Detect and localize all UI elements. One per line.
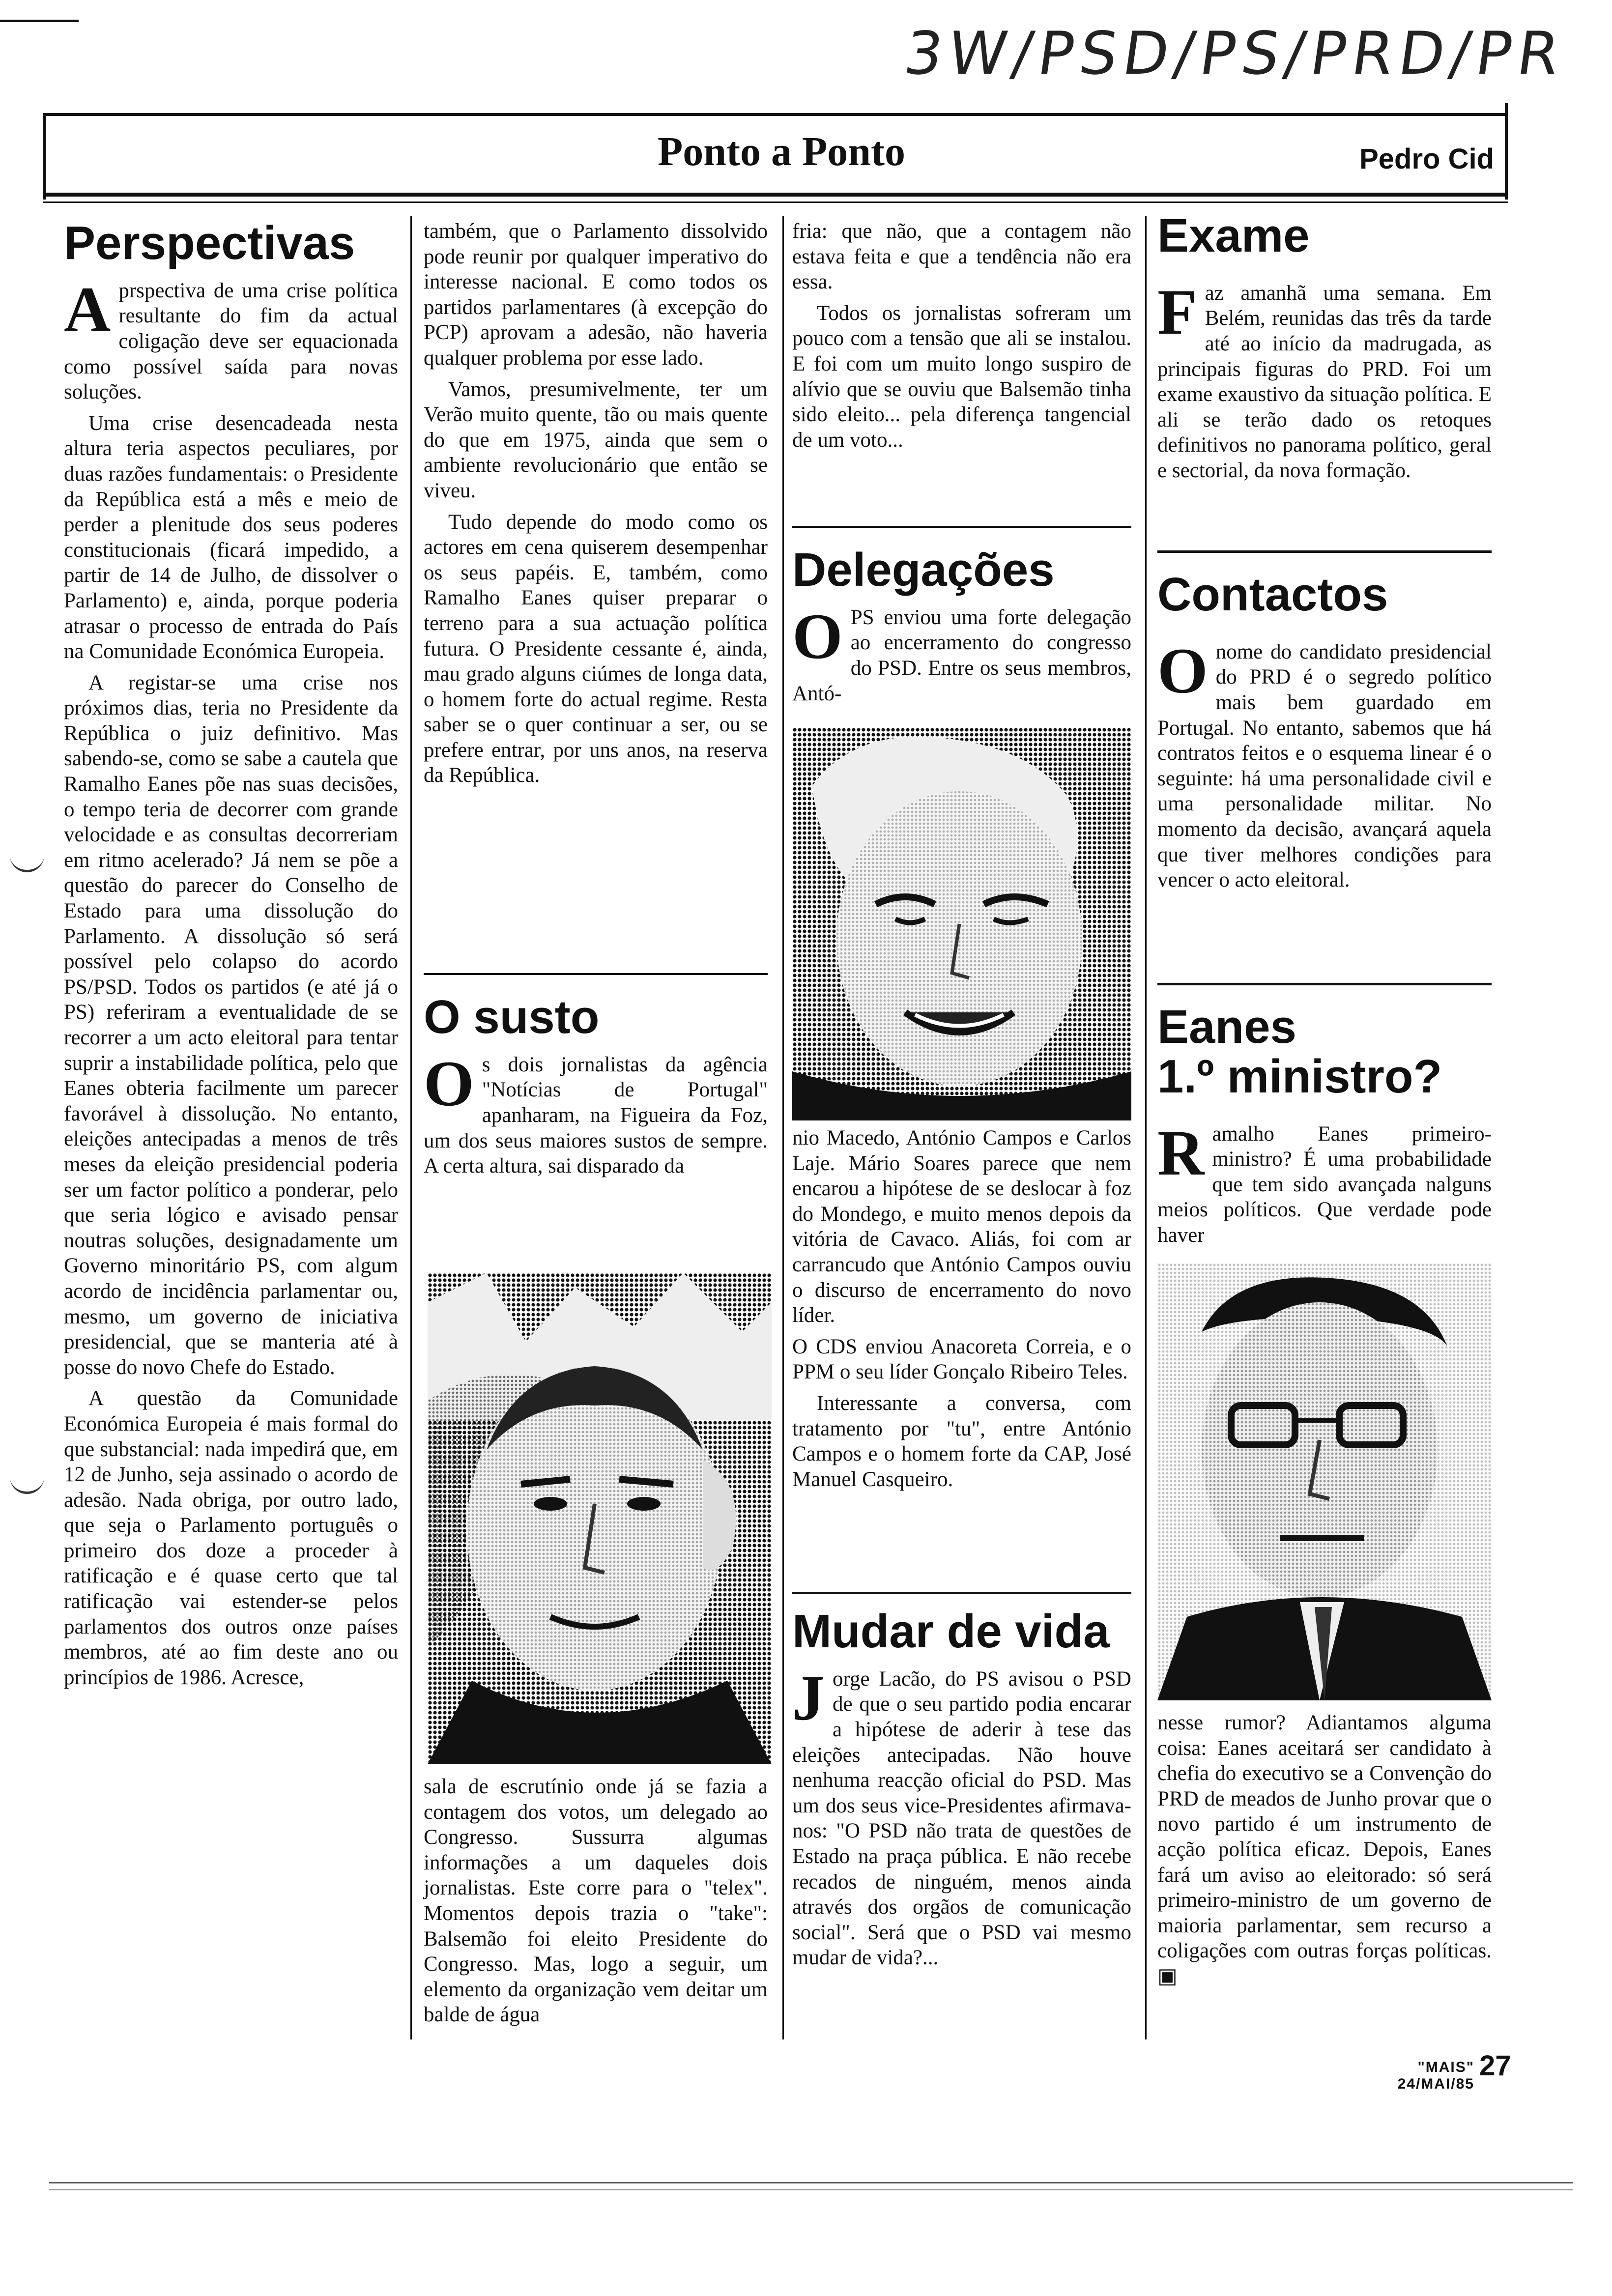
article-paragraph: J orge Lacão, do PS avisou o PSD de que o seu partido podia encarar a hipótese de aderir à tese das eleições antecipadas. Não houve nenhuma reacção oficial do PSD. Mas um dos seus vice-Presidentes afirmava-nos: "O PSD não trata de questões de Estado na praça pública. E não recebe recados de ninguém, menos ainda através dos orgãos de comunicação social". Será que o PSD vai mesmo mudar de vida?... bbox=[792, 1661, 1131, 1970]
dropcap: O bbox=[424, 1047, 474, 1119]
page-number: 27 bbox=[1479, 2050, 1511, 2082]
frame-left-rule bbox=[43, 113, 46, 200]
article-title: Mudar de vida bbox=[792, 1605, 1110, 1658]
section-rule bbox=[792, 526, 1131, 528]
article-paragraph: F az amanhã uma semana. Em Belém, reunidas das três da tarde até ao início da madrugada, as principais figuras do PRD. Foi um exame exaustivo da situação política. E ali se terão dado os retoques definitivos no panorama político, geral e sectorial, da nova formação. bbox=[1157, 275, 1492, 482]
article-title-line-2: 1.º ministro? bbox=[1157, 1050, 1442, 1103]
footer-dateline: "MAIS" 24/MAI/85 bbox=[1397, 2059, 1474, 2092]
dropcap: J bbox=[792, 1661, 825, 1734]
article-paragraph: Vamos, presumivelmente, ter um Verão muito quente, tão ou mais quente do que em 1975, ainda que sem o ambiente revolucionário que então se viveu. bbox=[424, 377, 768, 502]
header-bottom-rule-thin bbox=[43, 201, 1508, 203]
article-paragraph: O s dois jornalistas da agência "Notícias de Portugal" apanharam, na Figueira da Foz, um dos seus maiores sustos de sempre. A certa altura, sai disparado da bbox=[424, 1047, 768, 1178]
article-delegacoes bbox=[792, 545, 1131, 712]
dropcap: F bbox=[1157, 275, 1197, 348]
handwritten-note: 3W/PSD/PS/PRD/PR bbox=[900, 20, 1570, 88]
article-paragraph: A registar-se uma crise nos próximos dias, teria no Presidente da República o juiz definitivo. Mas sabendo-se, como se sabe a cautela que Ramalho Eanes põe nas suas decisões, o tempo teria de decorrer com grande velocidade e as consultas decorreriam em ritmo acelerado? Já nem se põe a questão do parecer do Conselho de Estado para uma dissolução do Parlamento. A dissolução só será possível pelo colapso do acordo PS/PSD. Todos os partidos (e até já o PS) referiram a eventualidade de se recorrer a um acto eleitoral para tentar suprir a instabilidade política, pelo que Eanes obteria facilmente um parecer favorável à dissolução. No entanto, eleições antecipadas a menos de três meses da eleição presidencial poderia ser um factor político a ponderar, pelo que seria lógico e avisado pensar noutras soluções, designadamente um Governo minoritário PS, com algum acordo de incidência parlamentar ou, mesmo, um governo de iniciativa presidencial, que se manteria até à posse do novo Chefe do Estado. bbox=[64, 671, 398, 1379]
photo-portrait-smiling-man bbox=[792, 727, 1131, 1120]
article-paragraph: O CDS enviou Anacoreta Correia, e o PPM o seu líder Gonçalo Ribeiro Teles. bbox=[792, 1335, 1131, 1384]
article-paragraph: O PS enviou uma forte delegação ao encerramento do congresso do PSD. Entre os seus membros, Antó- bbox=[792, 600, 1131, 705]
article-paragraph: nio Macedo, António Campos e Carlos Laje. Mário Soares parece que nem encarou a hipótese de se deslocar à foz do Mondego, e muito menos depois da vitória de Cavaco. Aliás, foi com ar carrancudo que António Campos ouviu o discurso de encerramento do novo líder. bbox=[792, 1126, 1131, 1327]
author-byline: Pedro Cid bbox=[1359, 143, 1494, 175]
section-rule bbox=[1157, 550, 1492, 553]
dropcap: R bbox=[1157, 1116, 1205, 1189]
article-paragraph: Uma crise desencadeada nesta altura teria aspectos peculiares, por duas razões fundamentais: o Presidente da República está a mês e meio de perder a plenitude dos seus poderes constitucionais (ficará impedido, a partir de 14 de Julho, de dissolver o Parlamento) e, ainda, porque poderia atrasar o processo de entrada do País na Comunidade Económica Europeia. bbox=[64, 411, 398, 663]
section-rule bbox=[792, 1592, 1131, 1594]
article-o-susto-continued bbox=[424, 1774, 768, 2034]
article-paragraph: Interessante a conversa, com tratamento por "tu", entre António Campos e o homem forte da CAP, José Manuel Casqueiro. bbox=[792, 1391, 1131, 1491]
article-title: O susto bbox=[424, 991, 600, 1043]
article-exame bbox=[1157, 211, 1492, 489]
article-perspectivas-continued bbox=[424, 219, 768, 794]
article-eanes-primeiro-ministro bbox=[1157, 1003, 1492, 1254]
dropcap: O bbox=[792, 600, 843, 672]
article-title: Perspectivas bbox=[64, 217, 355, 269]
article-paragraph: fria: que não, que a contagem não estava feita e que a tendência não era essa. bbox=[792, 220, 1131, 294]
column-divider-3 bbox=[1145, 216, 1147, 2039]
article-paragraph: também, que o Parlamento dissolvido pode reunir por qualquer imperativo do interesse nacional. E como todos os partidos parlamentares (à excepção do PCP) aprovam a adesão, não haveria qualquer problema por esse lado. bbox=[424, 220, 768, 370]
article-title-line-1: Eanes bbox=[1157, 1001, 1296, 1053]
article-title: Contactos bbox=[1157, 568, 1388, 621]
dropcap: O bbox=[1157, 634, 1208, 707]
article-paragraph: A prspectiva de uma crise política resultante do fim da actual coligação deve ser equacionada como possível saída para novas soluções. bbox=[64, 273, 398, 404]
header-bottom-rule bbox=[43, 193, 1508, 197]
frame-top-rule bbox=[43, 113, 1508, 116]
article-delegacoes-continued bbox=[792, 1125, 1131, 1498]
article-paragraph: sala de escrutínio onde já se fazia a contagem dos votos, um delegado ao Congresso. Sussurra algumas informações a um daqueles dois jornalistas. Este corre para o "telex". Momentos depois trazia o "take": Balsemão foi eleito Presidente do Congresso. Mas, logo a seguir, um elemento da organização vem deitar um balde de água bbox=[424, 1775, 768, 2027]
article-paragraph: O nome do candidato presidencial do PRD é o segredo político mais bem guardado em Portugal. No entanto, sabemos que há contratos feitos e o esquema linear é o seguinte: há uma personalidade civil e uma personalidade militar. No momento da decisão, avançará aquela que tiver melhores condições para vencer o acto eleitoral. bbox=[1157, 634, 1492, 892]
photo-portrait-man-wide-face bbox=[428, 1273, 772, 1764]
binder-hole-mark bbox=[10, 1467, 44, 1494]
article-paragraph: R amalho Eanes primeiro-ministro? É uma probabilidade que tem sido avançada nalguns meios políticos. Que verdade pode haver bbox=[1157, 1116, 1492, 1247]
article-contactos bbox=[1157, 570, 1492, 899]
footer-rule bbox=[49, 2182, 1573, 2183]
article-eanes-continued bbox=[1157, 1710, 1492, 1995]
article-paragraph: nesse rumor? Adiantamos alguma coisa: Eanes aceitará ser candidato à chefia do executivo se a Convenção do PRD de meados de Junho provar que o novo partido é um instrumento de acção política eficaz. Depois, Eanes fará um aviso ao eleitorado: só será primeiro-ministro de um governo de maioria parlamentar, sem recurso a coligações com outras forças políticas. ▣ bbox=[1157, 1711, 1492, 1988]
column-divider-1 bbox=[410, 216, 412, 2039]
page-title: Ponto a Ponto bbox=[658, 129, 905, 174]
section-rule bbox=[1157, 983, 1492, 985]
article-paragraph: Todos os jornalistas sofreram um pouco com a tensão que ali se instalou. E foi com um muito longo suspiro de alívio que se ouviu que Balsemão tinha sido eleito... pela diferença tangencial de um voto... bbox=[792, 301, 1131, 452]
article-mudar-de-vida bbox=[792, 1607, 1131, 1977]
article-title: Delegações bbox=[792, 544, 1055, 596]
dropcap: A bbox=[64, 273, 111, 345]
top-left-mark bbox=[0, 20, 79, 22]
frame-right-rule bbox=[1505, 103, 1508, 200]
article-paragraph: Tudo depende do modo como os actores em cena quiserem desempenhar os seus papéis. E, também, como Ramalho Eanes quiser preparar o terreno para a sua actuação política futura. O Presidente cessante é, ainda, mau grado alguns ciúmes de longa data, o homem forte do actual regime. Resta saber se o quer continuar a ser, ou se prefere entrar, por uns anos, na reserva da República. bbox=[424, 510, 768, 787]
article-o-susto-end bbox=[792, 219, 1131, 459]
binder-hole-mark bbox=[10, 845, 44, 872]
footer-rule-2 bbox=[49, 2189, 1573, 2190]
section-rule bbox=[424, 973, 768, 975]
article-title: Exame bbox=[1157, 209, 1310, 262]
photo-portrait-man-glasses bbox=[1157, 1263, 1492, 1700]
column-divider-2 bbox=[782, 216, 784, 2039]
article-perspectivas bbox=[64, 219, 398, 1696]
article-o-susto bbox=[424, 993, 768, 1185]
article-paragraph: A questão da Comunidade Económica Europeia é mais formal do que substancial: nada impedirá que, em 12 de Junho, seja assinado o acordo de adesão. Nada obriga, por outro lado, que seja o Parlamento português o primeiro dos doze a proceder à ratificação e é quase certo que tal ratificação vai estender-se pelos parlamentos dos outros onze países membros, até ao fim deste ano ou princípios de 1986. Acresce, bbox=[64, 1387, 398, 1689]
